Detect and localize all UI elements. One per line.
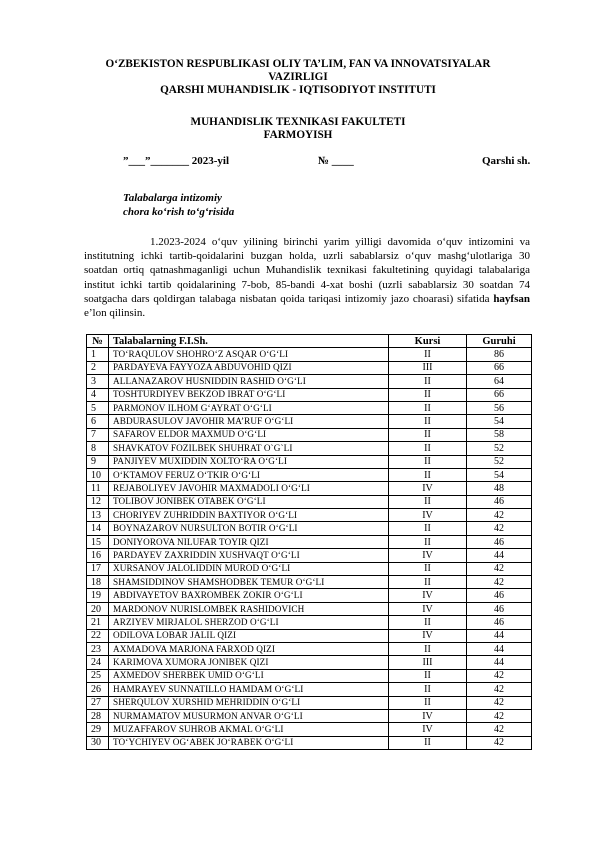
cell-group: 44	[467, 642, 532, 655]
cell-number: 19	[87, 589, 109, 602]
cell-group: 42	[467, 683, 532, 696]
cell-number: 16	[87, 549, 109, 562]
table-row	[87, 696, 532, 709]
cell-group: 46	[467, 589, 532, 602]
table-row	[87, 709, 532, 722]
cell-group: 42	[467, 562, 532, 575]
table-row	[87, 495, 532, 508]
cell-course: II	[389, 535, 467, 548]
cell-student-name: PARDAYEVA FAYYOZA ABDUVOHID QIZI	[109, 361, 389, 374]
cell-student-name: O‘KTAMOV FERUZ O‘TKIR O‘G‘LI	[109, 468, 389, 481]
cell-student-name: PANJIYEV MUXIDDIN XOLTO‘RA O‘G‘LI	[109, 455, 389, 468]
institute-name: QARSHI MUHANDISLIK - IQTISODIYOT INSTITUTI	[160, 84, 436, 96]
cell-number: 26	[87, 683, 109, 696]
cell-number: 7	[87, 428, 109, 441]
table-row	[87, 482, 532, 495]
cell-course: III	[389, 361, 467, 374]
document-type: FARMOYISH	[263, 129, 333, 141]
column-header-number: №	[87, 335, 109, 348]
cell-group: 42	[467, 736, 532, 749]
cell-student-name: HAMRAYEV SUNNATILLO HAMDAM O‘G‘LI	[109, 683, 389, 696]
cell-number: 10	[87, 468, 109, 481]
table-row	[87, 576, 532, 589]
document-number: № ____	[318, 155, 354, 167]
cell-course: II	[389, 375, 467, 388]
cell-student-name: SHERQULOV XURSHID MEHRIDDIN O‘G‘LI	[109, 696, 389, 709]
subject-line-2: chora ko‘rish to‘g‘risida	[123, 206, 235, 218]
cell-student-name: ARZIYEV MIRJALOL SHERZOD O‘G‘LI	[109, 616, 389, 629]
table-row	[87, 549, 532, 562]
cell-student-name: ABDURASULOV JAVOHIR MA’RUF O‘G‘LI	[109, 415, 389, 428]
cell-course: II	[389, 415, 467, 428]
cell-student-name: KARIMOVA XUMORA JONIBEK QIZI	[109, 656, 389, 669]
cell-student-name: TO‘RAQULOV SHOHRO‘Z ASQAR O‘G‘LI	[109, 348, 389, 361]
table-body	[87, 348, 532, 750]
cell-student-name: NURMAMATOV MUSURMON ANVAR O‘G‘LI	[109, 709, 389, 722]
cell-number: 3	[87, 375, 109, 388]
cell-number: 11	[87, 482, 109, 495]
cell-number: 17	[87, 562, 109, 575]
table-row	[87, 522, 532, 535]
cell-number: 8	[87, 442, 109, 455]
cell-student-name: ALLANAZAROV HUSNIDDIN RASHID O‘G‘LI	[109, 375, 389, 388]
table-row	[87, 642, 532, 655]
cell-course: II	[389, 495, 467, 508]
cell-student-name: MUZAFFAROV SUHROB AKMAL O‘G‘LI	[109, 723, 389, 736]
faculty-name: MUHANDISLIK TEXNIKASI FAKULTETI	[190, 116, 406, 128]
cell-course: IV	[389, 549, 467, 562]
cell-course: IV	[389, 723, 467, 736]
cell-course: II	[389, 348, 467, 361]
cell-student-name: DONIYOROVA NILUFAR TOYIR QIZI	[109, 535, 389, 548]
cell-student-name: REJABOLIYEV JAVOHIR MAXMADOLI O‘G‘LI	[109, 482, 389, 495]
cell-number: 13	[87, 509, 109, 522]
cell-number: 29	[87, 723, 109, 736]
cell-course: IV	[389, 509, 467, 522]
cell-course: II	[389, 401, 467, 414]
cell-group: 48	[467, 482, 532, 495]
table-row	[87, 401, 532, 414]
ministry-heading	[60, 58, 536, 97]
cell-student-name: SHAVKATOV FOZILBEK SHUHRAT O`G`LI	[109, 442, 389, 455]
cell-course: II	[389, 616, 467, 629]
cell-group: 54	[467, 415, 532, 428]
table-row	[87, 736, 532, 749]
cell-group: 86	[467, 348, 532, 361]
cell-group: 42	[467, 723, 532, 736]
cell-number: 14	[87, 522, 109, 535]
table-row	[87, 683, 532, 696]
paragraph-tail: e’lon qilinsin.	[84, 307, 146, 320]
cell-course: II	[389, 468, 467, 481]
cell-student-name: BOYNAZAROV NURSULTON BOTIR O‘G‘LI	[109, 522, 389, 535]
document-date: ”___”_______ 2023-yil	[123, 155, 230, 167]
cell-group: 42	[467, 669, 532, 682]
cell-number: 4	[87, 388, 109, 401]
table-row	[87, 562, 532, 575]
cell-student-name: PARDAYEV ZAXRIDDIN XUSHVAQT O‘G‘LI	[109, 549, 389, 562]
table-row	[87, 602, 532, 615]
cell-student-name: TOSHTURDIYEV BEKZOD IBRAT O‘G‘LI	[109, 388, 389, 401]
penalty-term: hayfsan	[493, 292, 530, 305]
cell-group: 44	[467, 549, 532, 562]
cell-student-name: PARMONOV ILHOM G‘AYRAT O‘G‘LI	[109, 401, 389, 414]
cell-group: 42	[467, 522, 532, 535]
cell-number: 20	[87, 602, 109, 615]
cell-number: 9	[87, 455, 109, 468]
cell-student-name: CHORIYEV ZUHRIDDIN BAXTIYOR O‘G‘LI	[109, 509, 389, 522]
cell-course: II	[389, 388, 467, 401]
cell-course: II	[389, 683, 467, 696]
table-row	[87, 629, 532, 642]
cell-group: 64	[467, 375, 532, 388]
cell-student-name: AXMEDOV SHERBEK UMID O‘G‘LI	[109, 669, 389, 682]
table-row	[87, 348, 532, 361]
table-row	[87, 361, 532, 374]
cell-number: 1	[87, 348, 109, 361]
table-row	[87, 669, 532, 682]
cell-group: 52	[467, 455, 532, 468]
cell-number: 23	[87, 642, 109, 655]
cell-course: II	[389, 428, 467, 441]
students-table	[86, 334, 532, 750]
cell-group: 44	[467, 629, 532, 642]
cell-number: 5	[87, 401, 109, 414]
column-header-course: Kursi	[389, 335, 467, 348]
cell-group: 46	[467, 616, 532, 629]
table-row	[87, 616, 532, 629]
cell-number: 22	[87, 629, 109, 642]
cell-number: 30	[87, 736, 109, 749]
cell-number: 24	[87, 656, 109, 669]
cell-course: IV	[389, 589, 467, 602]
table-row	[87, 468, 532, 481]
cell-number: 27	[87, 696, 109, 709]
cell-number: 2	[87, 361, 109, 374]
cell-number: 21	[87, 616, 109, 629]
cell-group: 58	[467, 428, 532, 441]
column-header-name: Talabalarning F.I.Sh.	[109, 335, 389, 348]
cell-student-name: SHAMSIDDINOV SHAMSHODBEK TEMUR O‘G‘LI	[109, 576, 389, 589]
cell-group: 44	[467, 656, 532, 669]
table-row	[87, 535, 532, 548]
cell-number: 12	[87, 495, 109, 508]
cell-group: 42	[467, 509, 532, 522]
cell-group: 42	[467, 576, 532, 589]
cell-group: 42	[467, 709, 532, 722]
table-row	[87, 388, 532, 401]
cell-group: 46	[467, 535, 532, 548]
cell-student-name: ODILOVA LOBAR JALIL QIZI	[109, 629, 389, 642]
cell-group: 52	[467, 442, 532, 455]
faculty-heading	[60, 116, 536, 142]
table-row	[87, 375, 532, 388]
table-row	[87, 589, 532, 602]
cell-group: 46	[467, 602, 532, 615]
cell-number: 6	[87, 415, 109, 428]
cell-student-name: MARDONOV NURISLOMBEK RASHIDOVICH	[109, 602, 389, 615]
cell-course: IV	[389, 709, 467, 722]
cell-group: 42	[467, 696, 532, 709]
cell-course: II	[389, 669, 467, 682]
cell-number: 18	[87, 576, 109, 589]
table-row	[87, 428, 532, 441]
cell-student-name: TOLIBOV JONIBEK OTABEK O‘G‘LI	[109, 495, 389, 508]
cell-course: II	[389, 576, 467, 589]
cell-student-name: ABDIVAYETOV BAXROMBEK ZOKIR O‘G‘LI	[109, 589, 389, 602]
cell-course: II	[389, 696, 467, 709]
cell-course: II	[389, 562, 467, 575]
table-row	[87, 455, 532, 468]
cell-course: II	[389, 522, 467, 535]
table-row	[87, 656, 532, 669]
column-header-group: Guruhi	[467, 335, 532, 348]
cell-student-name: SAFAROV ELDOR MAXMUD O‘G‘LI	[109, 428, 389, 441]
cell-course: II	[389, 736, 467, 749]
table-row	[87, 723, 532, 736]
cell-student-name: TO‘YCHIYEV OG‘ABEK JO‘RABEK O‘G‘LI	[109, 736, 389, 749]
cell-group: 46	[467, 495, 532, 508]
cell-group: 56	[467, 401, 532, 414]
ministry-line-2: VAZIRLIGI	[268, 71, 328, 83]
table-row	[87, 509, 532, 522]
table-row	[87, 415, 532, 428]
cell-number: 15	[87, 535, 109, 548]
cell-number: 25	[87, 669, 109, 682]
subject-line-1: Talabalarga intizomiy	[123, 192, 222, 204]
cell-course: IV	[389, 602, 467, 615]
table-header-row	[87, 335, 532, 348]
order-paragraph	[84, 235, 530, 320]
table-row	[87, 442, 532, 455]
cell-course: IV	[389, 482, 467, 495]
cell-student-name: XURSANOV JALOLIDDIN MUROD O‘G‘LI	[109, 562, 389, 575]
cell-course: II	[389, 455, 467, 468]
ministry-line-1: O‘ZBEKISTON RESPUBLIKASI OLIY TA’LIM, FAN VA INNOVATSIYALAR	[105, 58, 491, 70]
cell-course: IV	[389, 629, 467, 642]
cell-number: 28	[87, 709, 109, 722]
cell-group: 66	[467, 361, 532, 374]
cell-student-name: AXMADOVA MARJONA FARXOD QIZI	[109, 642, 389, 655]
cell-course: II	[389, 442, 467, 455]
paragraph-text: 1.2023-2024 o‘quv yilining birinchi yarim yilligi davomida o‘quv intizomini va institutning ichki tartib-qoidalarini buzgan holda, uzrli sabablarsiz o‘quv mashg‘ulotlariga 30 soatdan ortiq qatnashmaganligi uchun Muhandislik texnikasi fakultetining quyidagi talabalariga institut ichki tartib qoidalarining 7-bob, 85-bandi 4-xat boshi (uzrli sabablarsiz 30 soatdan 74 soatgacha dars qoldirgan talabaga nisbatan qoida tariqasi intizomiy jazo choarasi) sifatida	[84, 236, 530, 305]
cell-course: II	[389, 642, 467, 655]
cell-group: 66	[467, 388, 532, 401]
cell-group: 54	[467, 468, 532, 481]
document-place: Qarshi sh.	[482, 155, 531, 167]
cell-course: III	[389, 656, 467, 669]
document-subject	[123, 191, 234, 219]
